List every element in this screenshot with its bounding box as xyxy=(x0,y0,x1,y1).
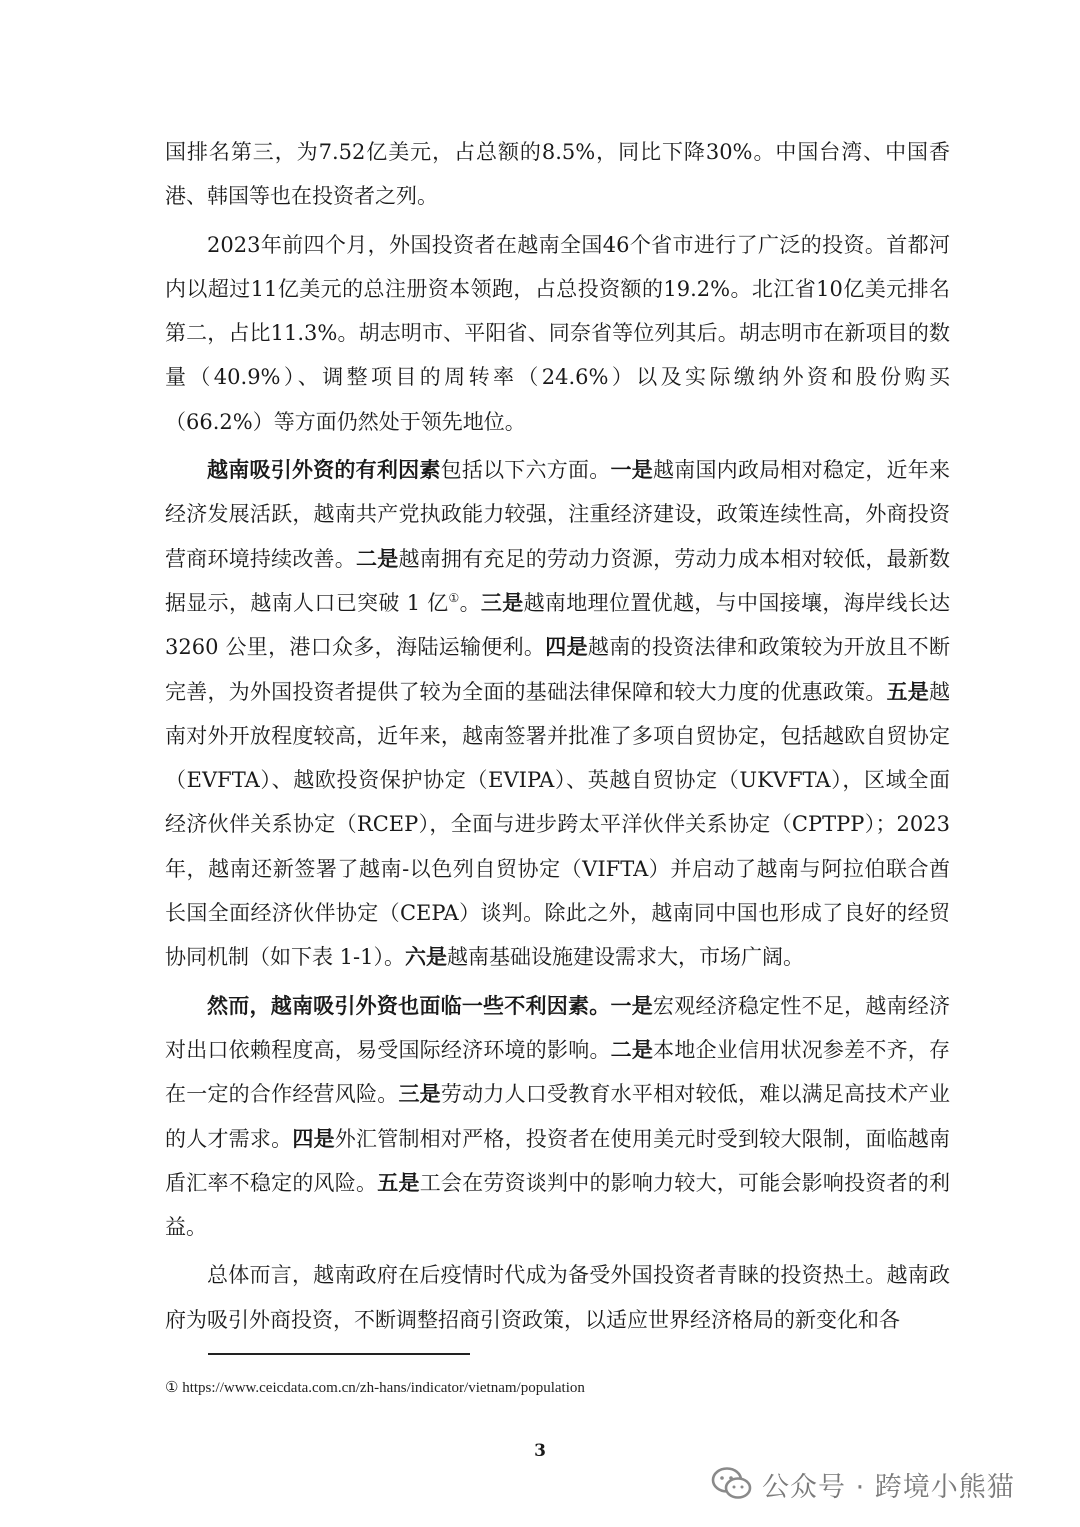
text-run: 越南拥有充足的劳动力资源，劳动力成本相对较低，最新数据显示，越南人口已突破 1 亿 xyxy=(165,546,951,615)
bold-text: 三是 xyxy=(480,589,524,615)
text-run: 2023年前四个月，外国投资者在越南全国46个省市进行了广泛的投资。首都河内以超过11亿美元的总注册资本领跑，占总投资额的19.2%。北江省10亿美元排名第二，占比11.3%。胡志明市、平阳省、同奈省等位列其后。胡志明市在新项目的数量（40.9%）、调整项目的周转率（24.6%）以及实际缴纳外资和股份购买（66.2%）等方面仍然处于领先地位。 xyxy=(165,232,950,434)
paragraph xyxy=(165,130,950,219)
bold-text: 越南吸引外资的有利因素 xyxy=(207,457,441,483)
bold-text: 二是 xyxy=(610,1036,654,1062)
paragraph xyxy=(165,223,950,444)
text-run: 包括以下六方面。 xyxy=(440,458,611,483)
bold-text: 三是 xyxy=(398,1081,441,1107)
bold-text: 四是 xyxy=(292,1125,335,1151)
paragraph xyxy=(165,984,950,1250)
text-run: 越南的投资法律和政策较为开放且不断完善，为外国投资者提供了较为全面的基础法律保障和较大力度的优惠政策。 xyxy=(165,635,951,704)
text-run: 。 xyxy=(459,590,481,615)
text-run: 越南基础设施建设需求大，市场广阔。 xyxy=(447,945,804,970)
text-run: 越南对外开放程度较高，近年来，越南签署并批准了多项自贸协定，包括越欧自贸协定（EVFTA）、越欧投资保护协定（EVIPA）、英越自贸协定（UKVFTA），区域全面经济伙伴关系协定（RCEP），全面与进步跨太平洋伙伴关系协定（CPTPP）；2023 年，越南还新签署了越南-以色列自贸协定（VIFTA）并启动了越南与阿拉伯联合酋长国全面经济伙伴协定（CEPA）谈判。除此之外，越南同中国也形成了良好的经贸协同机制（如下表 1-1）。 xyxy=(165,679,951,970)
footnote-separator xyxy=(208,1353,470,1355)
wechat-icon xyxy=(710,1465,754,1503)
footnote-marker: ① xyxy=(448,590,460,605)
bold-text: 五是 xyxy=(377,1169,420,1195)
bold-text: 一是 xyxy=(610,992,653,1018)
text-run: 本地企业信用状况参差不齐，存在一定的合作经营风险。 xyxy=(165,1037,951,1107)
body-text xyxy=(165,130,950,1346)
text-run: 劳动力人口受教育水平相对较低，难以满足高技术产业的人才需求。 xyxy=(165,1082,951,1151)
page-number: 3 xyxy=(534,1441,546,1461)
text-run: 总体而言，越南政府在后疫情时代成为备受外国投资者青睐的投资热土。越南政府为吸引外商投资，不断调整招商引资政策，以适应世界经济格局的新变化和各 xyxy=(165,1263,950,1332)
text-run: 工会在劳资谈判中的影响力较大，可能会影响投资者的利益。 xyxy=(165,1170,951,1240)
watermark xyxy=(710,1460,1015,1508)
bold-text: 六是 xyxy=(405,944,447,970)
text-run: 外汇管制相对严格，投资者在使用美元时受到较大限制，面临越南盾汇率不稳定的风险。 xyxy=(165,1126,951,1195)
text-run: 越南地理位置优越，与中国接壤，海岸线长达 3260 公里，港口众多，海陆运输便利。 xyxy=(165,590,951,660)
bold-text: 然而，越南吸引外资也面临一些不利因素。 xyxy=(207,992,611,1018)
bold-text: 一是 xyxy=(610,457,653,483)
text-run: 国排名第三，为7.52亿美元，占总额的8.5%，同比下降30%。中国台湾、中国香港、韩国等也在投资者之列。 xyxy=(165,140,950,209)
paragraph xyxy=(165,1253,950,1342)
bold-text: 二是 xyxy=(356,545,399,571)
bold-text: 五是 xyxy=(886,678,930,704)
watermark-text: 公众号 · 跨境小熊猫 xyxy=(762,1471,1015,1503)
paragraph xyxy=(165,448,950,980)
footnote: ① https://www.ceicdata.com.cn/zh-hans/indicator/vietnam/population xyxy=(165,1380,585,1396)
bold-text: 四是 xyxy=(545,634,588,660)
text-run: 越南国内政局相对稳定，近年来经济发展活跃，越南共产党执政能力较强，注重经济建设，政策连续性高，外商投资营商环境持续改善。 xyxy=(165,458,951,571)
text-run: 宏观经济稳定性不足，越南经济对出口依赖程度高，易受国际经济环境的影响。 xyxy=(165,993,951,1062)
